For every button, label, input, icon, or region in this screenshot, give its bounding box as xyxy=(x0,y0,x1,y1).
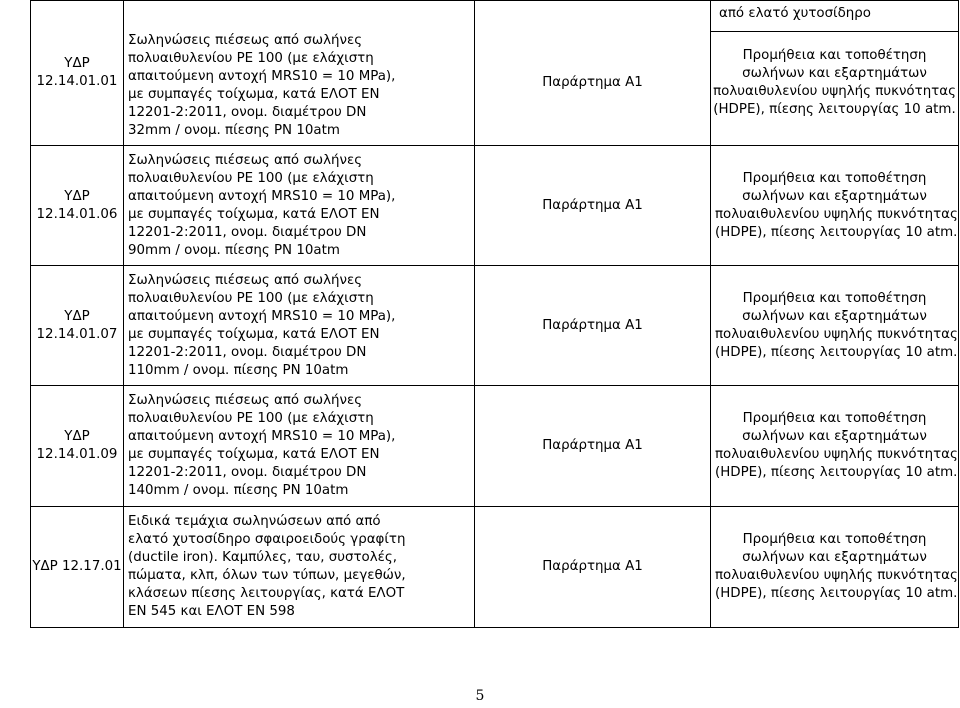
work-line: πολυαιθυλενίου υψηλής πυκνότητας xyxy=(715,326,958,342)
description-line: με συμπαγές τοίχωμα, κατά ΕΛΟΤ ΕΝ xyxy=(128,206,380,222)
annex-label: Παράρτημα Α1 xyxy=(542,75,643,90)
work-line: Προμήθεια και τοποθέτηση xyxy=(742,48,927,63)
description-line: Σωληνώσεις πιέσεως από σωλήνες xyxy=(128,272,363,288)
article-code-line: ΥΔΡ xyxy=(64,429,90,444)
work-line: πολυαιθυλενίου υψηλής πυκνότητας xyxy=(715,206,958,222)
description-line: πολυαιθυλενίου PE 100 (με ελάχιστη xyxy=(128,290,374,306)
article-code-line: 12.14.01.06 xyxy=(36,206,118,222)
description-line: 140mm / ονομ. πίεσης PN 10atm xyxy=(128,483,349,498)
description-line: ΕΝ 545 και ΕΛΟΤ ΕΝ 598 xyxy=(128,604,295,619)
description-line: Σωληνώσεις πιέσεως από σωλήνες xyxy=(128,393,363,408)
description-cell xyxy=(124,146,475,266)
article-code-cell xyxy=(31,507,124,628)
article-code-line: ΥΔΡ xyxy=(64,188,90,204)
description-cell xyxy=(124,386,475,507)
description-line: Ειδικά τεμάχια σωληνώσεων από από xyxy=(128,514,381,529)
article-code-cell xyxy=(31,266,124,386)
description-line: απαιτούμενη αντοχή MRS10 = 10 MPa), xyxy=(128,188,396,204)
description-cell xyxy=(124,266,475,386)
article-code-cell xyxy=(31,1,124,146)
annex-cell xyxy=(475,266,711,386)
description-line: με συμπαγές τοίχωμα, κατά ΕΛΟΤ ΕΝ xyxy=(128,326,380,342)
work-line: (HDPE), πίεσης λειτουργίας 10 atm. xyxy=(715,344,958,360)
description-cell xyxy=(124,507,475,628)
description-line: 32mm / ονομ. πίεσης PN 10atm xyxy=(128,123,340,138)
annex-cell xyxy=(475,507,711,628)
annex-label: Παράρτημα Α1 xyxy=(542,559,643,574)
work-line: Προμήθεια και τοποθέτηση xyxy=(742,290,927,306)
description-line: πώματα, κλπ, όλων των τύπων, μεγεθών, xyxy=(128,568,406,583)
work-line: πολυαιθυλενίου υψηλής πυκνότητας xyxy=(715,447,958,462)
work-line: Προμήθεια και τοποθέτηση xyxy=(742,532,927,547)
work-line: σωλήνων και εξαρτημάτων xyxy=(742,188,927,204)
description-line: Σωληνώσεις πιέσεως από σωλήνες xyxy=(128,33,363,48)
annex-cell xyxy=(475,146,711,266)
work-line: Προμήθεια και τοποθέτηση xyxy=(742,411,927,426)
work-item-cell xyxy=(711,266,959,386)
work-line: σωλήνων και εξαρτημάτων xyxy=(742,429,927,444)
table-row xyxy=(31,386,959,507)
description-line: πολυαιθυλενίου PE 100 (με ελάχιστη xyxy=(128,51,374,66)
table-row xyxy=(31,266,959,386)
article-code-cell xyxy=(31,386,124,507)
description-line: ελατό χυτοσίδηρο σφαιροειδούς γραφίτη xyxy=(128,532,406,547)
work-line: (HDPE), πίεσης λειτουργίας 10 atm. xyxy=(715,224,958,240)
description-line: με συμπαγές τοίχωμα, κατά ΕΛΟΤ ΕΝ xyxy=(128,447,380,462)
description-line: 12201-2:2011, ονομ. διαμέτρου DN xyxy=(128,105,367,120)
article-code-line: ΥΔΡ xyxy=(64,56,90,71)
work-line: (HDPE), πίεσης λειτουργίας 10 atm. xyxy=(715,465,958,480)
description-line: με συμπαγές τοίχωμα, κατά ΕΛΟΤ ΕΝ xyxy=(128,87,380,102)
table-row xyxy=(31,146,959,266)
article-code-line: ΥΔΡ 12.17.01 xyxy=(32,559,122,574)
work-item-cell xyxy=(711,1,959,146)
work-line: σωλήνων και εξαρτημάτων xyxy=(742,550,927,565)
description-line: 12201-2:2011, ονομ. διαμέτρου DN xyxy=(128,344,367,360)
description-line: 90mm / ονομ. πίεσης PN 10atm xyxy=(128,242,340,258)
annex-label: Παράρτημα Α1 xyxy=(542,438,643,453)
work-line: Προμήθεια και τοποθέτηση xyxy=(742,170,927,186)
description-line: κλάσεων πίεσης λειτουργίας, κατά ΕΛΟΤ xyxy=(128,586,405,601)
description-line: απαιτούμενη αντοχή MRS10 = 10 MPa), xyxy=(128,429,396,444)
description-line: πολυαιθυλενίου PE 100 (με ελάχιστη xyxy=(128,411,374,426)
specification-table xyxy=(30,0,959,628)
annex-label: Παράρτημα Α1 xyxy=(542,197,643,213)
annex-cell xyxy=(475,1,711,146)
table-row xyxy=(31,507,959,628)
description-line: πολυαιθυλενίου PE 100 (με ελάχιστη xyxy=(128,170,374,186)
work-line: (HDPE), πίεσης λειτουργίας 10 atm. xyxy=(715,586,958,601)
page-number: 5 xyxy=(475,688,485,704)
description-line: απαιτούμενη αντοχή MRS10 = 10 MPa), xyxy=(128,308,396,324)
article-code-line: 12.14.01.01 xyxy=(36,74,118,89)
article-code-line: 12.14.01.09 xyxy=(36,447,118,462)
work-continuation-text: από ελατό χυτοσίδηρο xyxy=(711,1,958,32)
description-line: 12201-2:2011, ονομ. διαμέτρου DN xyxy=(128,465,367,480)
article-code-line: 12.14.01.07 xyxy=(36,326,118,342)
description-line: απαιτούμενη αντοχή MRS10 = 10 MPa), xyxy=(128,69,396,84)
description-line: (ductile iron). Καμπύλες, ταυ, συστολές, xyxy=(128,550,397,565)
work-line: σωλήνων και εξαρτημάτων xyxy=(742,308,927,324)
work-line: πολυαιθυλενίου υψηλής πυκνότητας xyxy=(713,84,956,99)
work-item-cell xyxy=(711,386,959,507)
article-code-cell xyxy=(31,146,124,266)
work-item-cell xyxy=(711,507,959,628)
work-line: πολυαιθυλενίου υψηλής πυκνότητας xyxy=(715,568,958,583)
description-line: 12201-2:2011, ονομ. διαμέτρου DN xyxy=(128,224,367,240)
work-line: σωλήνων και εξαρτημάτων xyxy=(742,66,927,81)
description-cell xyxy=(124,1,475,146)
description-line: Σωληνώσεις πιέσεως από σωλήνες xyxy=(128,152,363,168)
description-line: 110mm / ονομ. πίεσης PN 10atm xyxy=(128,362,349,378)
annex-label: Παράρτημα Α1 xyxy=(542,317,643,333)
article-code-line: ΥΔΡ xyxy=(64,308,90,324)
work-line: (HDPE), πίεσης λειτουργίας 10 atm. xyxy=(713,102,956,117)
table-row xyxy=(31,1,959,146)
work-item-cell xyxy=(711,146,959,266)
annex-cell xyxy=(475,386,711,507)
